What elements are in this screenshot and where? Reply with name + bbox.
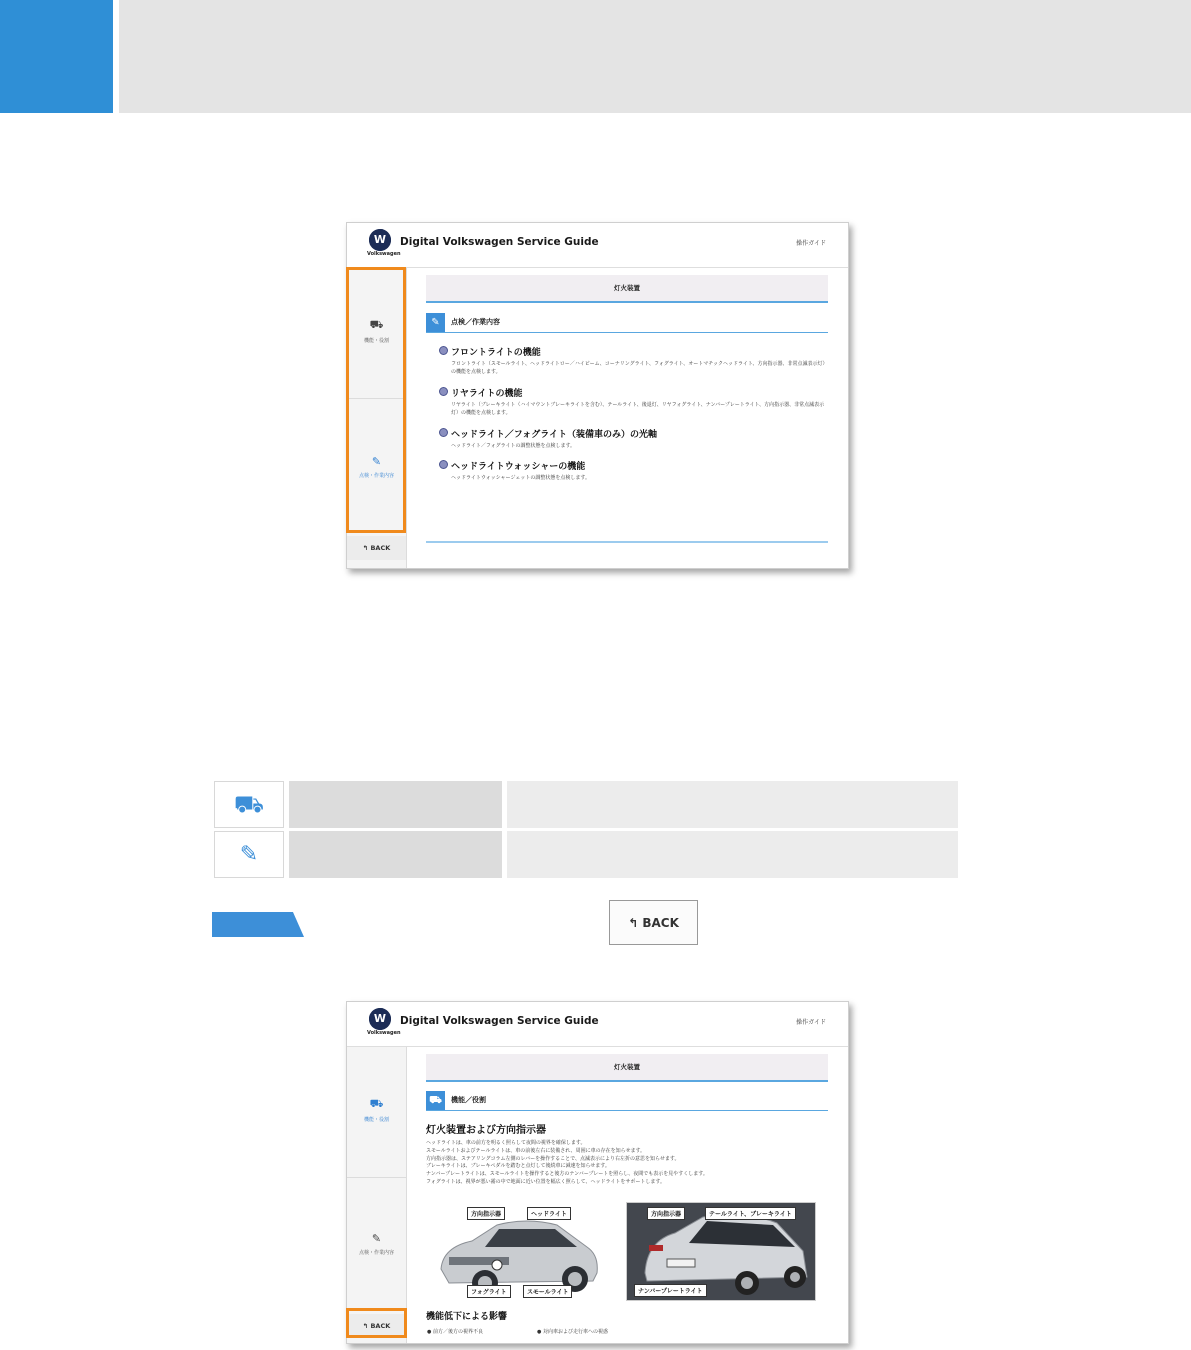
sidebar — [347, 1047, 407, 1343]
item-title: ヘッドライトウォッシャーの機能 — [451, 462, 586, 472]
back-label: BACK — [642, 916, 679, 930]
legend-icon-cell — [214, 831, 284, 878]
sidebar-item-label: 機能・役割 — [363, 1117, 389, 1123]
item-description: ヘッドライトウォッシャージェットの調整状態を点検します。 — [451, 475, 590, 481]
list-item — [439, 459, 826, 482]
item-title: リヤライトの機能 — [451, 389, 523, 399]
vw-logo-icon: W — [369, 229, 391, 251]
brand-name: Volkswagen — [367, 1030, 401, 1036]
brand-name: Volkswagen — [367, 251, 401, 257]
legend-desc-cell — [507, 781, 958, 828]
vw-logo-icon: W — [369, 1008, 391, 1030]
sidebar-divider — [347, 1177, 406, 1178]
impact-bullet: ● 前方／後方の視界不良 — [427, 1329, 483, 1335]
wrench-icon: ✎ — [371, 455, 382, 468]
app-title: Digital Volkswagen Service Guide — [400, 1015, 599, 1027]
list-item — [439, 427, 826, 450]
app-header — [347, 223, 848, 268]
callout-label: ヘッドライト — [527, 1207, 571, 1220]
app-title: Digital Volkswagen Service Guide — [400, 236, 599, 248]
sidebar-highlight — [346, 267, 406, 533]
legend-name-cell — [289, 831, 502, 878]
callout-label: テールライト、ブレーキライト — [705, 1207, 796, 1220]
back-button-sample[interactable] — [609, 900, 698, 945]
back-label: BACK — [370, 544, 391, 552]
content-heading: 灯火装置および方向指示器 — [426, 1125, 546, 1136]
back-label: BACK — [370, 1322, 391, 1330]
back-arrow-icon: ↰ — [362, 1322, 369, 1330]
callout-label: フォグライト — [467, 1285, 511, 1298]
bullet-icon — [439, 460, 448, 469]
sidebar-item-label: 機能・役割 — [363, 338, 389, 344]
sidebar-item-function[interactable] — [347, 1097, 406, 1123]
page-title: 灯火装置 — [426, 275, 828, 303]
section-title: 機能／役割 — [451, 1096, 486, 1104]
list-item — [439, 345, 826, 376]
bullet-icon — [439, 387, 448, 396]
item-description: リヤライト（ブレーキライト（ハイマウントブレーキライトを含む）、テールライト、後退灯、リヤフォグライト、ナンバープレートライト、方向指示器、非常点滅表示灯）の機能を点検します。 — [451, 402, 825, 416]
item-description: フロントライト（スモールライト、ヘッドライトロー／ハイビーム、コーナリングライト、フォグライト、オートマチックヘッドライト、方向指示器、非常点滅表示灯）の機能を点検します。 — [451, 361, 825, 375]
impact-bullet: ● 対向車および走行車への視惑 — [537, 1329, 608, 1335]
bullet-icon — [439, 346, 448, 355]
help-link[interactable]: 操作ガイド — [796, 240, 826, 247]
car-icon: ⛟ — [233, 790, 265, 818]
callout-label: 方向指示器 — [467, 1207, 505, 1220]
front-car-photo — [427, 1207, 607, 1303]
wrench-icon: ✎ — [426, 313, 445, 332]
impact-heading: 機能低下による影響 — [426, 1312, 508, 1322]
page-title: 灯火装置 — [426, 1054, 828, 1082]
callout-label: スモールライト — [523, 1285, 572, 1298]
car-icon: ⛟ — [426, 1091, 445, 1110]
app-screenshot-function — [346, 1001, 849, 1344]
back-arrow-icon: ↰ — [362, 544, 369, 552]
app-header — [347, 1002, 848, 1047]
item-title: ヘッドライト／フォグライト（装備車のみ）の光軸 — [451, 430, 658, 440]
chapter-header-bar — [119, 0, 1191, 113]
front-car-illustration — [427, 1207, 607, 1303]
list-item — [439, 386, 826, 417]
help-link[interactable]: 操作ガイド — [796, 1019, 826, 1026]
sidebar-item-inspection[interactable] — [347, 1232, 406, 1256]
wrench-icon: ✎ — [371, 1232, 382, 1245]
app-screenshot-inspection — [346, 222, 849, 569]
legend-icon-cell — [214, 781, 284, 828]
car-icon: ⛟ — [369, 318, 384, 331]
sidebar-item-label: 点検・作業内容 — [358, 1250, 394, 1256]
chapter-color-block — [0, 0, 113, 113]
callout-label: ナンバープレートライト — [634, 1284, 707, 1297]
back-button[interactable] — [347, 536, 406, 560]
callout-label: 方向指示器 — [647, 1207, 685, 1220]
car-icon: ⛟ — [369, 1097, 384, 1110]
section-title: 点検／作業内容 — [451, 318, 500, 326]
note-tab — [212, 912, 304, 937]
sidebar-item-label: 点検・作業内容 — [358, 473, 394, 479]
item-description: ヘッドライト／フォグライトの調整状態を点検します。 — [451, 443, 576, 449]
back-arrow-icon: ↰ — [628, 916, 639, 930]
back-button-highlight — [346, 1308, 407, 1338]
item-title: フロントライトの機能 — [451, 348, 541, 358]
legend-desc-cell — [507, 831, 958, 878]
content-paragraphs: ヘッドライトは、車の前方を明るく照らして夜間の視界を確保します。 スモールライトおよびテールライトは、車の前後左右に装備され、周囲に車の存在を知らせます。 方向指示器は、ステアリングコラム左側のレバーを操作することで、点滅表示により右左折の意思を知らせます。 ブレーキライトは、ブレーキペダルを踏むと点灯して後続車に減速を知らせます。 ナンバープレートライトは、スモールライトを操作すると後方のナンバープレートを照らし、夜間でも表示を見やすくします。 フォグライトは、視界が悪い霧の中で地面に近い位置を幅広く照らして、ヘッドライトをサポートします。 — [426, 1140, 708, 1185]
bullet-icon — [439, 428, 448, 437]
wrench-icon: ✎ — [239, 842, 259, 867]
section-header — [426, 313, 828, 333]
content-bottom-rule — [426, 541, 828, 543]
legend-name-cell — [289, 781, 502, 828]
section-header — [426, 1091, 828, 1111]
